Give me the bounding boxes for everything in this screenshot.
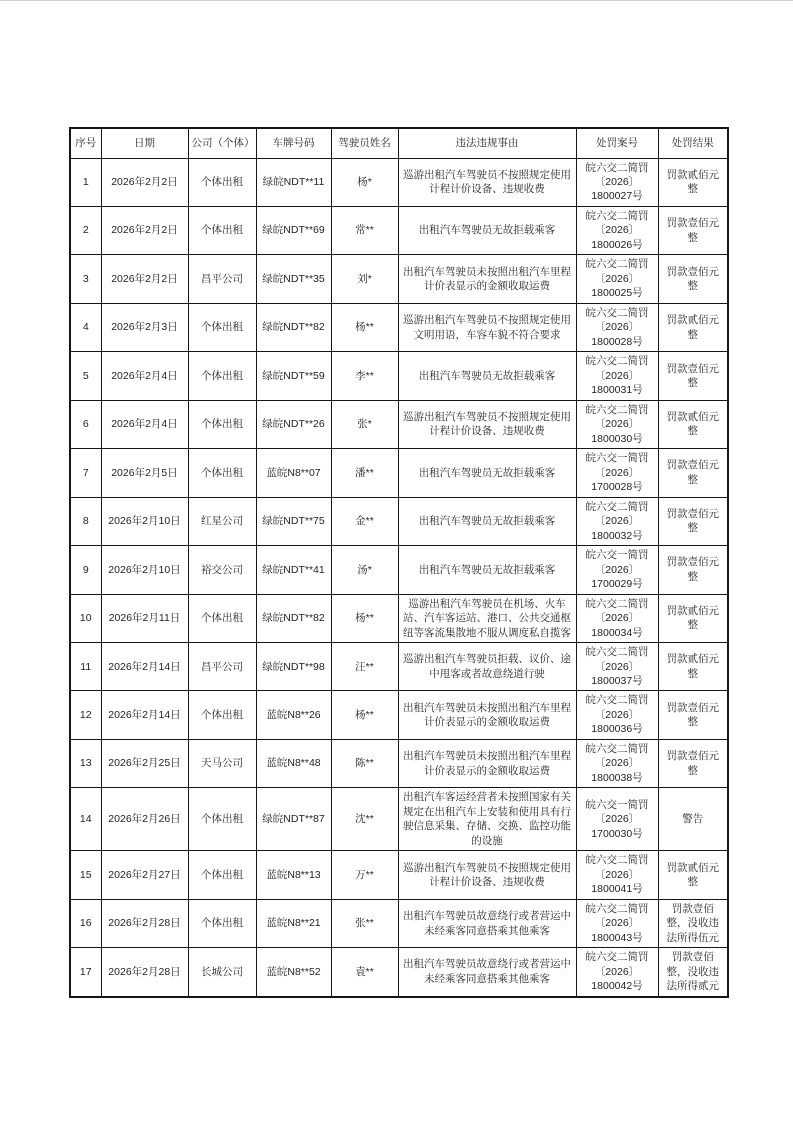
cell-case-number: 皖六交二简罚〔2026〕1800031号	[576, 352, 658, 400]
cell-case-number: 皖六交二简罚〔2026〕1800038号	[576, 739, 658, 787]
cell-company: 个体出租	[188, 851, 256, 899]
cell-result: 罚款贰佰元整	[658, 158, 728, 206]
cell-result: 罚款壹佰元整	[658, 352, 728, 400]
table-row	[70, 899, 728, 947]
header-violation: 违法违规事由	[398, 128, 576, 158]
cell-company: 个体出租	[188, 594, 256, 642]
cell-date: 2026年2月11日	[101, 594, 188, 642]
cell-result: 罚款贰佰元整	[658, 400, 728, 448]
cell-driver: 万**	[331, 851, 398, 899]
page-edge-line	[0, 0, 793, 1]
cell-date: 2026年2月28日	[101, 899, 188, 947]
cell-serial: 4	[70, 303, 101, 351]
cell-case-number: 皖六交二简罚〔2026〕1800030号	[576, 400, 658, 448]
cell-case-number: 皖六交二简罚〔2026〕1800042号	[576, 948, 658, 997]
cell-date: 2026年2月10日	[101, 497, 188, 545]
cell-plate: 绿皖NDT**41	[256, 546, 331, 594]
cell-serial: 9	[70, 546, 101, 594]
table-row	[70, 206, 728, 254]
cell-serial: 10	[70, 594, 101, 642]
cell-driver: 刘*	[331, 255, 398, 303]
cell-plate: 绿皖NDT**11	[256, 158, 331, 206]
cell-plate: 绿皖NDT**82	[256, 594, 331, 642]
cell-serial: 2	[70, 206, 101, 254]
cell-violation: 巡游出租汽车驾驶员拒载、议价、途中甩客或者故意绕道行驶	[398, 643, 576, 691]
table-row	[70, 739, 728, 787]
cell-serial: 7	[70, 449, 101, 497]
header-plate: 车牌号码	[256, 128, 331, 158]
header-case-number: 处罚案号	[576, 128, 658, 158]
cell-result: 罚款壹佰元整	[658, 739, 728, 787]
cell-date: 2026年2月2日	[101, 206, 188, 254]
cell-serial: 16	[70, 899, 101, 947]
header-date: 日期	[101, 128, 188, 158]
cell-company: 个体出租	[188, 400, 256, 448]
cell-plate: 绿皖NDT**87	[256, 788, 331, 851]
cell-plate: 绿皖NDT**75	[256, 497, 331, 545]
cell-violation: 出租汽车驾驶员故意绕行或者营运中未经乘客同意搭乘其他乘客	[398, 899, 576, 947]
cell-date: 2026年2月25日	[101, 739, 188, 787]
cell-date: 2026年2月4日	[101, 400, 188, 448]
cell-result: 罚款壹佰元整	[658, 546, 728, 594]
cell-date: 2026年2月26日	[101, 788, 188, 851]
cell-driver: 张*	[331, 400, 398, 448]
table-row	[70, 449, 728, 497]
cell-case-number: 皖六交二简罚〔2026〕1800025号	[576, 255, 658, 303]
cell-plate: 蓝皖N8**21	[256, 899, 331, 947]
cell-plate: 蓝皖N8**13	[256, 851, 331, 899]
cell-driver: 金**	[331, 497, 398, 545]
cell-plate: 绿皖NDT**35	[256, 255, 331, 303]
cell-serial: 15	[70, 851, 101, 899]
cell-company: 裕交公司	[188, 546, 256, 594]
cell-case-number: 皖六交一简罚〔2026〕1700028号	[576, 449, 658, 497]
table-row	[70, 400, 728, 448]
cell-case-number: 皖六交二简罚〔2026〕1800041号	[576, 851, 658, 899]
cell-case-number: 皖六交二简罚〔2026〕1800027号	[576, 158, 658, 206]
cell-case-number: 皖六交二简罚〔2026〕1800036号	[576, 691, 658, 739]
cell-driver: 杨**	[331, 594, 398, 642]
cell-serial: 3	[70, 255, 101, 303]
cell-result: 罚款贰佰元整	[658, 303, 728, 351]
cell-case-number: 皖六交二简罚〔2026〕1800037号	[576, 643, 658, 691]
cell-violation: 出租汽车驾驶员故意绕行或者营运中未经乘客同意搭乘其他乘客	[398, 948, 576, 997]
header-company: 公司（个体）	[188, 128, 256, 158]
cell-violation: 巡游出租汽车驾驶员不按照规定使用文明用语，车容车貌不符合要求	[398, 303, 576, 351]
table-row	[70, 788, 728, 851]
cell-serial: 1	[70, 158, 101, 206]
table-row	[70, 352, 728, 400]
cell-serial: 8	[70, 497, 101, 545]
table-row	[70, 594, 728, 642]
cell-result: 罚款壹佰元整	[658, 449, 728, 497]
cell-case-number: 皖六交二简罚〔2026〕1800032号	[576, 497, 658, 545]
table-row	[70, 497, 728, 545]
cell-driver: 常**	[331, 206, 398, 254]
cell-driver: 杨**	[331, 691, 398, 739]
cell-violation: 出租汽车驾驶员无故拒载乘客	[398, 546, 576, 594]
header-serial: 序号	[70, 128, 101, 158]
cell-result: 罚款贰佰元整	[658, 851, 728, 899]
cell-plate: 蓝皖N8**26	[256, 691, 331, 739]
cell-company: 红星公司	[188, 497, 256, 545]
cell-case-number: 皖六交一简罚〔2026〕1700030号	[576, 788, 658, 851]
cell-case-number: 皖六交二简罚〔2026〕1800026号	[576, 206, 658, 254]
cell-violation: 出租汽车驾驶员未按照出租汽车里程计价表显示的金额收取运费	[398, 255, 576, 303]
cell-result: 罚款壹佰元整	[658, 255, 728, 303]
cell-violation: 出租汽车客运经营者未按照国家有关规定在出租汽车上安装和使用具有行驶信息采集、存储、交换、监控功能的设施	[398, 788, 576, 851]
cell-date: 2026年2月4日	[101, 352, 188, 400]
cell-violation: 出租汽车驾驶员无故拒载乘客	[398, 352, 576, 400]
cell-serial: 17	[70, 948, 101, 997]
cell-company: 个体出租	[188, 449, 256, 497]
cell-date: 2026年2月10日	[101, 546, 188, 594]
cell-violation: 出租汽车驾驶员无故拒载乘客	[398, 449, 576, 497]
cell-plate: 绿皖NDT**82	[256, 303, 331, 351]
cell-company: 长城公司	[188, 948, 256, 997]
cell-plate: 绿皖NDT**69	[256, 206, 331, 254]
cell-driver: 张**	[331, 899, 398, 947]
cell-driver: 杨**	[331, 303, 398, 351]
cell-date: 2026年2月2日	[101, 255, 188, 303]
cell-company: 个体出租	[188, 352, 256, 400]
cell-serial: 6	[70, 400, 101, 448]
table-row	[70, 643, 728, 691]
cell-company: 个体出租	[188, 788, 256, 851]
cell-serial: 14	[70, 788, 101, 851]
cell-driver: 沈**	[331, 788, 398, 851]
cell-plate: 绿皖NDT**98	[256, 643, 331, 691]
cell-violation: 出租汽车驾驶员未按照出租汽车里程计价表显示的金额收取运费	[398, 691, 576, 739]
table-container	[69, 127, 729, 998]
cell-result: 罚款壹佰元整	[658, 497, 728, 545]
table-row	[70, 158, 728, 206]
cell-date: 2026年2月14日	[101, 643, 188, 691]
header-row	[70, 128, 728, 158]
table-row	[70, 851, 728, 899]
cell-violation: 巡游出租汽车驾驶员不按照规定使用计程计价设备、违规收费	[398, 158, 576, 206]
cell-company: 天马公司	[188, 739, 256, 787]
header-result: 处罚结果	[658, 128, 728, 158]
cell-company: 个体出租	[188, 206, 256, 254]
cell-date: 2026年2月14日	[101, 691, 188, 739]
cell-plate: 绿皖NDT**59	[256, 352, 331, 400]
table-row	[70, 691, 728, 739]
table-row	[70, 303, 728, 351]
cell-date: 2026年2月5日	[101, 449, 188, 497]
cell-driver: 李**	[331, 352, 398, 400]
cell-date: 2026年2月2日	[101, 158, 188, 206]
table-row	[70, 546, 728, 594]
cell-violation: 出租汽车驾驶员无故拒载乘客	[398, 206, 576, 254]
cell-result: 罚款贰佰元整	[658, 643, 728, 691]
cell-plate: 蓝皖N8**48	[256, 739, 331, 787]
cell-case-number: 皖六交二简罚〔2026〕1800034号	[576, 594, 658, 642]
cell-violation: 出租汽车驾驶员未按照出租汽车里程计价表显示的金额收取运费	[398, 739, 576, 787]
penalties-table	[69, 127, 729, 998]
cell-date: 2026年2月3日	[101, 303, 188, 351]
cell-driver: 袁**	[331, 948, 398, 997]
header-driver: 驾驶员姓名	[331, 128, 398, 158]
cell-driver: 杨*	[331, 158, 398, 206]
cell-plate: 蓝皖N8**07	[256, 449, 331, 497]
cell-result: 罚款壹佰元整	[658, 691, 728, 739]
cell-case-number: 皖六交一简罚〔2026〕1700029号	[576, 546, 658, 594]
cell-result: 罚款贰佰元整	[658, 594, 728, 642]
cell-violation: 巡游出租汽车驾驶员在机场、火车站、汽车客运站、港口、公共交通枢纽等客流集散地不服从调度私自揽客	[398, 594, 576, 642]
cell-serial: 11	[70, 643, 101, 691]
cell-company: 昌平公司	[188, 643, 256, 691]
cell-plate: 绿皖NDT**26	[256, 400, 331, 448]
cell-case-number: 皖六交二简罚〔2026〕1800043号	[576, 899, 658, 947]
cell-driver: 陈**	[331, 739, 398, 787]
cell-plate: 蓝皖N8**52	[256, 948, 331, 997]
cell-driver: 汪**	[331, 643, 398, 691]
cell-result: 罚款壹佰整，没收违法所得伍元	[658, 899, 728, 947]
table-row	[70, 255, 728, 303]
cell-violation: 巡游出租汽车驾驶员不按照规定使用计程计价设备、违规收费	[398, 851, 576, 899]
cell-company: 个体出租	[188, 899, 256, 947]
cell-driver: 汤*	[331, 546, 398, 594]
table-row	[70, 948, 728, 997]
cell-company: 个体出租	[188, 303, 256, 351]
cell-serial: 5	[70, 352, 101, 400]
cell-date: 2026年2月27日	[101, 851, 188, 899]
cell-date: 2026年2月28日	[101, 948, 188, 997]
cell-case-number: 皖六交二简罚〔2026〕1800028号	[576, 303, 658, 351]
cell-company: 昌平公司	[188, 255, 256, 303]
cell-serial: 12	[70, 691, 101, 739]
cell-violation: 出租汽车驾驶员无故拒载乘客	[398, 497, 576, 545]
cell-result: 罚款壹佰整，没收违法所得贰元	[658, 948, 728, 997]
cell-result: 警告	[658, 788, 728, 851]
cell-serial: 13	[70, 739, 101, 787]
cell-result: 罚款壹佰元整	[658, 206, 728, 254]
cell-company: 个体出租	[188, 691, 256, 739]
cell-violation: 巡游出租汽车驾驶员不按照规定使用计程计价设备、违规收费	[398, 400, 576, 448]
cell-driver: 潘**	[331, 449, 398, 497]
cell-company: 个体出租	[188, 158, 256, 206]
